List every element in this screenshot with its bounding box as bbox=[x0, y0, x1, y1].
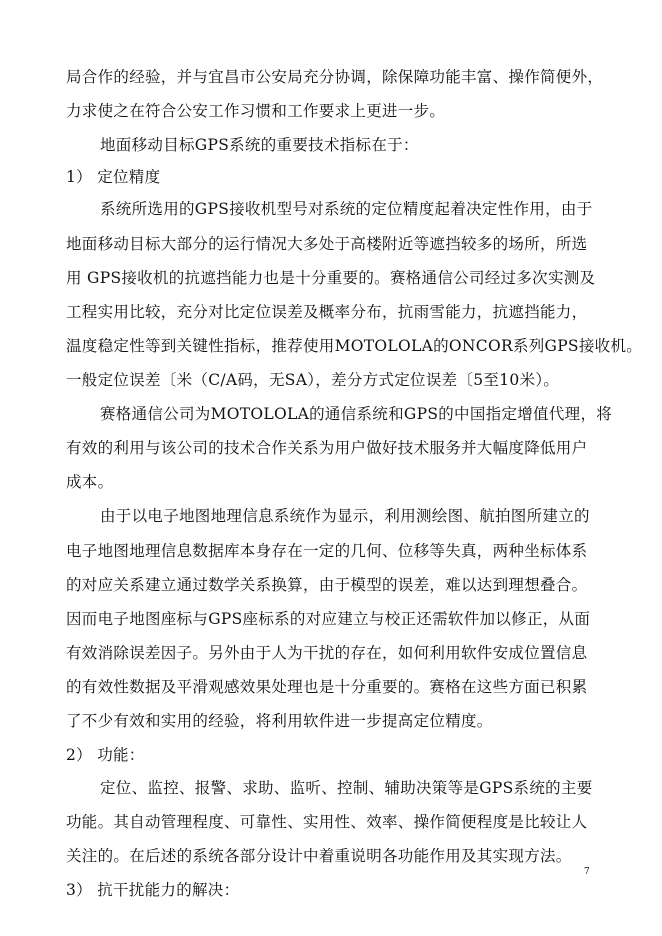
text-line: 一般定位误差〔米（C/A码，无SA），差分方式定位误差〔5至10米）。 bbox=[66, 371, 560, 389]
list-heading: 3） 抗干扰能力的解决： bbox=[66, 881, 240, 899]
text-line: 有效的利用与该公司的技术合作关系为用户做好技术服务并大幅度降低用户 bbox=[66, 439, 588, 457]
text-line: 电子地图地理信息数据库本身存在一定的几何、位移等失真，两种坐标体系 bbox=[66, 542, 588, 560]
text-line: 温度稳定性等到关键性指标，推荐使用MOTOLOLA的ONCOR系列GPS接收机。 bbox=[66, 337, 643, 355]
list-heading: 2） 功能： bbox=[66, 746, 145, 764]
text-line: 由于以电子地图地理信息系统作为显示，利用测绘图、航拍图所建立的 bbox=[100, 507, 590, 525]
text-line: 的对应关系建立通过数学关系换算，由于模型的误差，难以达到理想叠合。 bbox=[66, 576, 588, 594]
text-line: 局合作的经验，并与宜昌市公安局充分协调，除保障功能丰富、操作简便外， bbox=[66, 68, 604, 86]
text-line: 地面移动目标GPS系统的重要技术指标在于： bbox=[100, 136, 419, 154]
text-line: 用 GPS接收机的抗遮挡能力也是十分重要的。赛格通信公司经过多次实测及 bbox=[66, 269, 596, 287]
text-line: 力求使之在符合公安工作习惯和工作要求上更进一步。 bbox=[66, 102, 446, 120]
text-line: 因而电子地图座标与GPS座标系的对应建立与校正还需软件加以修正，从面 bbox=[66, 610, 591, 628]
text-line: 有效消除误差因子。另外由于人为干扰的存在，如何利用软件安成位置信息 bbox=[66, 644, 588, 662]
text-line: 成本。 bbox=[66, 473, 114, 491]
page-number: 7 bbox=[584, 867, 590, 877]
text-line: 的有效性数据及平滑观感效果处理也是十分重要的。赛格在这些方面已积累 bbox=[66, 678, 588, 696]
text-line: 功能。其自动管理程度、可靠性、实用性、效率、操作简便程度是比较让人 bbox=[66, 813, 588, 831]
list-heading: 1） 定位精度 bbox=[66, 168, 161, 186]
text-line: 赛格通信公司为MOTOLOLA的通信系统和GPS的中国指定增值代理，将 bbox=[100, 405, 613, 423]
text-line: 地面移动目标大部分的运行情况大多处于高楼附近等遮挡较多的场所，所选 bbox=[66, 235, 588, 253]
text-line: 了不少有效和实用的经验，将利用软件进一步提高定位精度。 bbox=[66, 712, 493, 730]
text-line: 定位、监控、报警、求助、监听、控制、辅助决策等是GPS系统的主要 bbox=[100, 779, 593, 797]
text-line: 工程实用比较，充分对比定位误差及概率分布，抗雨雪能力，抗遮挡能力， bbox=[66, 303, 588, 321]
text-line: 系统所选用的GPS接收机型号对系统的定位精度起着决定性作用，由于 bbox=[100, 200, 593, 218]
text-line: 关注的。在后述的系统各部分设计中着重说明各功能作用及其实现方法。 bbox=[66, 847, 572, 865]
